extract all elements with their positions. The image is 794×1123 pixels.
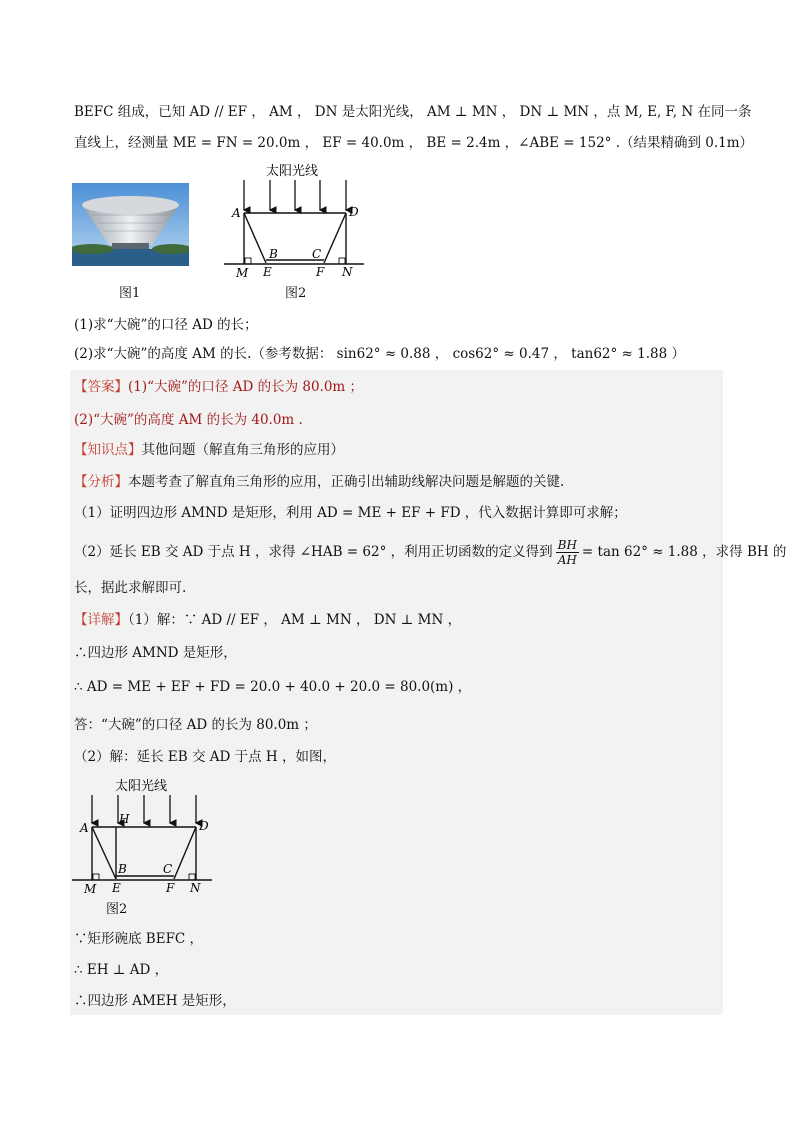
svg-text:M: M — [236, 266, 249, 280]
knowledge-tag: 【知识点】 — [74, 442, 142, 458]
sun-rays-label: 太阳光线 — [115, 779, 168, 794]
analysis-tag: 【分析】 — [74, 474, 128, 490]
svg-text:N: N — [342, 265, 353, 279]
analysis-line — [74, 472, 564, 492]
svg-text:C: C — [163, 862, 173, 876]
fraction-BH-over-AH: $\frac{BH}{AH}$ — [557, 538, 577, 567]
answer-1: (1)“大碗”的口径 AD 的长为 80.0m ； — [128, 379, 364, 395]
analysis-point-2: （2）延长 EB 交 AD 于点 H ，求得 ∠HAB = 62° ，利用正切函数的定义得到 $\frac{BH}{AH}$ = tan 62° ≈ 1.88 ，求得 BH 的 — [74, 538, 787, 567]
detail-line-5: （2）解：延长 EB 交 AD 于点 H ，如图， — [74, 749, 336, 765]
figure3-caption: 图2 — [106, 902, 128, 917]
segment-DF — [174, 827, 196, 879]
svg-text:E: E — [112, 881, 121, 895]
figure2-diagram — [220, 160, 370, 280]
svg-text:D: D — [349, 205, 359, 219]
detail-tag: 【详解】 — [74, 612, 128, 628]
detail-line-1: 【详解】（1）解：∵ AD // EF ， AM ⊥ MN ， DN ⊥ MN ， — [74, 612, 462, 628]
svg-text:B: B — [269, 247, 278, 261]
svg-text:F: F — [166, 881, 175, 895]
bowl-building-photo — [72, 183, 189, 266]
right-angle-M — [245, 258, 251, 264]
svg-text:D: D — [199, 819, 209, 833]
svg-text:B: B — [118, 862, 127, 876]
detail-line-8: ∴四边形 AMEH 是矩形， — [74, 993, 236, 1009]
detail-line-2: ∴四边形 AMND 是矩形， — [74, 645, 237, 661]
question-1: (1)求“大碗”的口径 AD 的长； — [74, 317, 258, 333]
svg-text:A: A — [232, 206, 241, 220]
svg-text:M: M — [84, 882, 97, 896]
segment-DF — [324, 213, 346, 263]
svg-text:E: E — [263, 265, 272, 279]
right-angle-N — [189, 874, 195, 880]
sun-rays-label: 太阳光线 — [266, 164, 319, 179]
question-2: (2)求“大碗”的高度 AM 的长.（参考数据： sin62° ≈ 0.88 ， cos62° ≈ 0.47 ， tan62° ≈ 1.88 ） — [74, 346, 685, 362]
svg-text:H: H — [119, 812, 130, 826]
analysis-text: 本题考查了解直角三角形的应用，正确引出辅助线解决问题是解题的关键. — [128, 474, 565, 490]
figure1-caption: 图1 — [119, 286, 141, 301]
intro-line-2: 直线上，经测量 ME = FN = 20.0m ， EF = 40.0m ， BE = 2.4m ，∠ABE = 152° .（结果精确到 0.1m） — [74, 135, 754, 151]
right-angle-N — [339, 258, 345, 264]
segment-AE — [244, 213, 266, 263]
detail-line-3: ∴ AD = ME + EF + FD = 20.0 + 40.0 + 20.0 = 80.0(m) ， — [74, 679, 472, 695]
figure3-diagram — [70, 775, 215, 900]
answer-tag: 【答案】 — [74, 379, 128, 395]
svg-text:A: A — [80, 821, 89, 835]
svg-text:F: F — [316, 265, 325, 279]
detail-line-6: ∵矩形碗底 BEFC ， — [74, 931, 204, 947]
detail-line-4: 答：“大碗”的口径 AD 的长为 80.0m ； — [74, 717, 317, 733]
analysis-point-2-cont: 长，据此求解即可. — [74, 580, 187, 596]
knowledge-text: 其他问题（解直角三角形的应用） — [141, 442, 344, 458]
knowledge-line — [74, 440, 344, 460]
svg-text:N: N — [190, 881, 201, 895]
right-angle-M — [93, 874, 99, 880]
figure2-caption: 图2 — [285, 286, 307, 301]
segment-AE — [92, 827, 116, 879]
analysis-point-1: （1）证明四边形 AMND 是矩形，利用 AD = ME + EF + FD ，代入数据计算即可求解； — [74, 505, 627, 521]
svg-text:C: C — [312, 247, 322, 261]
detail-line-7: ∴ EH ⊥ AD ， — [74, 962, 169, 978]
intro-line-1: BEFC 组成，已知 AD // EF ， AM ， DN 是太阳光线， AM ⊥ MN ， DN ⊥ MN ，点 M, E, F, N 在同一条 — [74, 104, 752, 120]
answer-line-1 — [74, 377, 363, 397]
answer-2: (2)“大碗”的高度 AM 的长为 40.0m . — [74, 412, 303, 428]
